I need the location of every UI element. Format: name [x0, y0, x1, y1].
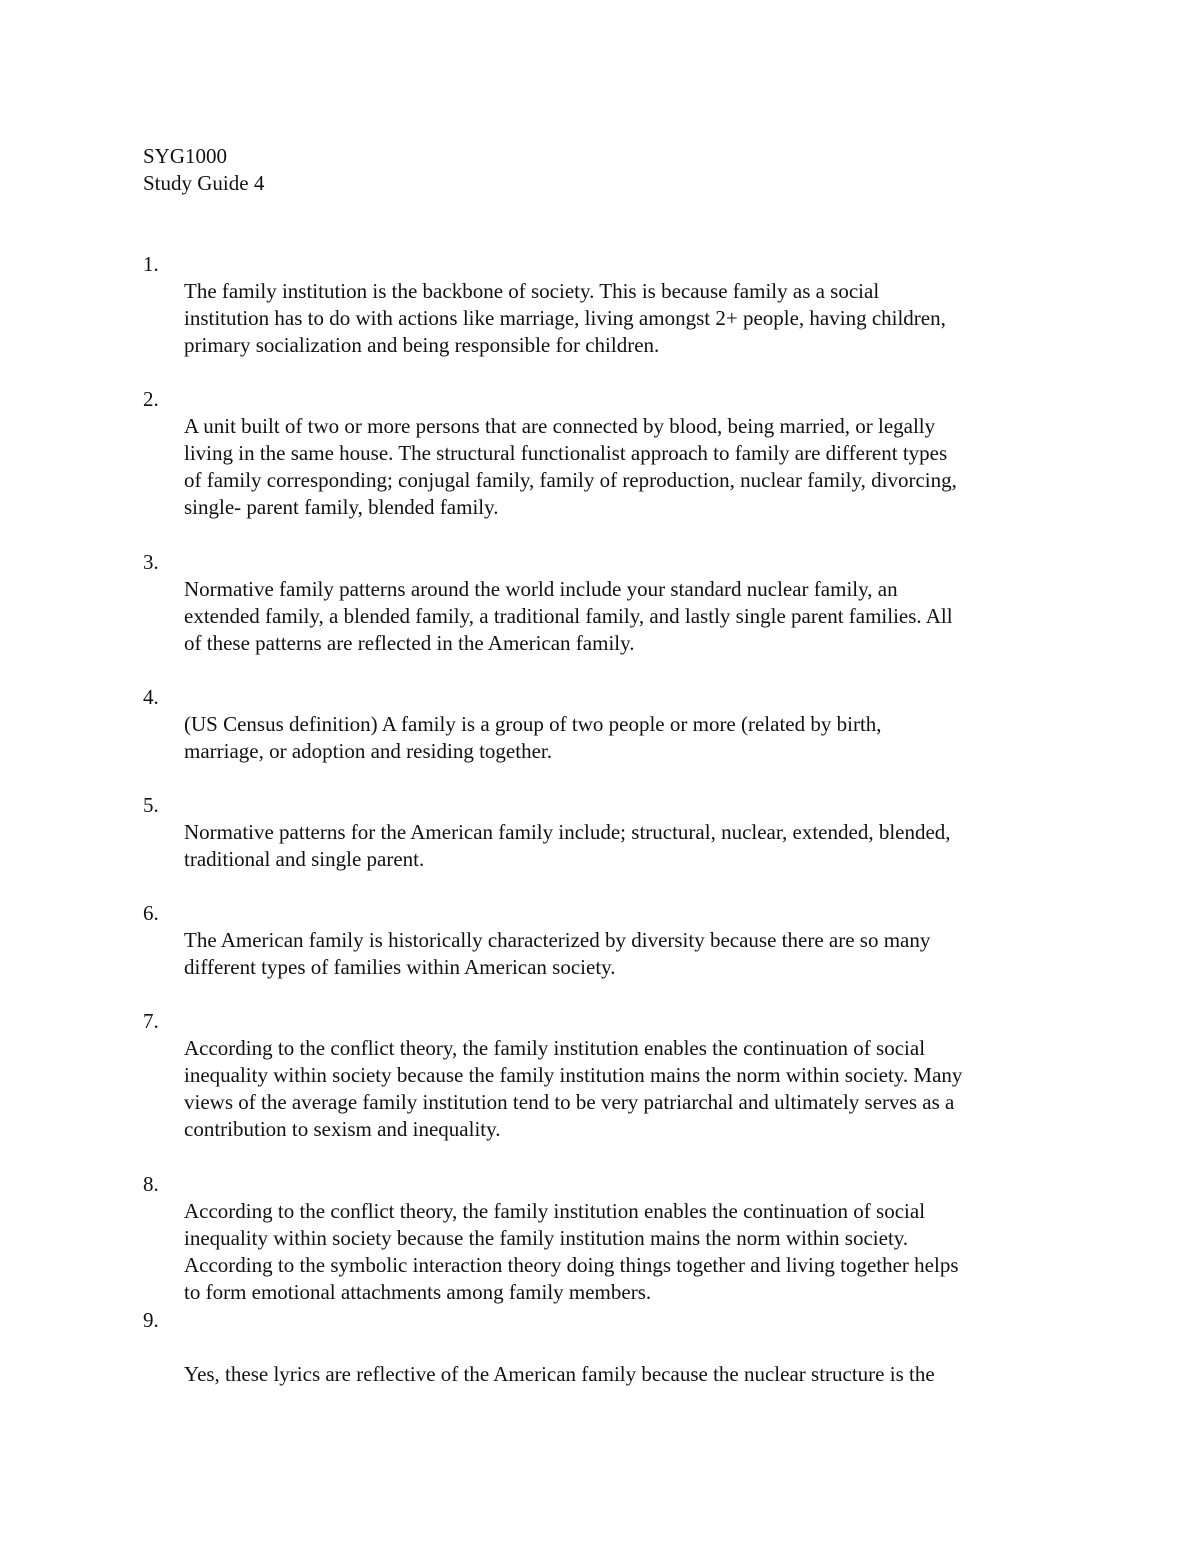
answer-line: different types of families within American society.: [184, 955, 616, 979]
question-number-8: 8.: [143, 1172, 159, 1196]
question-number-9: 9.: [143, 1308, 159, 1332]
answer-line: single- parent family, blended family.: [184, 495, 499, 519]
answer-line: inequality within society because the family institution mains the norm within society.: [184, 1226, 909, 1250]
answer-line: A unit built of two or more persons that are connected by blood, being married, or legally: [184, 414, 936, 438]
question-number-2: 2.: [143, 387, 159, 411]
answer-8: [184, 1198, 1064, 1306]
question-number-5: 5.: [143, 793, 159, 817]
answer-line: Normative patterns for the American family include; structural, nuclear, extended, blended,: [184, 820, 951, 844]
question-number-1: 1.: [143, 252, 159, 276]
answer-line: of these patterns are reflected in the American family.: [184, 631, 635, 655]
answer-6: [184, 927, 1064, 981]
answer-line: inequality within society because the family institution mains the norm within society. Many: [184, 1063, 963, 1087]
answer-line: traditional and single parent.: [184, 847, 425, 871]
document-title: Study Guide 4: [143, 171, 265, 195]
answer-line: extended family, a blended family, a traditional family, and lastly single parent families. All: [184, 604, 953, 628]
answer-2: [184, 413, 1064, 521]
answer-line: According to the conflict theory, the family institution enables the continuation of social: [184, 1036, 926, 1060]
answer-9: [184, 1361, 1064, 1388]
answer-4: [184, 711, 1064, 765]
question-number-7: 7.: [143, 1009, 159, 1033]
answer-line: (US Census definition) A family is a group of two people or more (related by birth,: [184, 712, 882, 736]
answer-line: views of the average family institution tend to be very patriarchal and ultimately serves as a: [184, 1090, 955, 1114]
answer-line: The American family is historically characterized by diversity because there are so many: [184, 928, 931, 952]
answer-line: The family institution is the backbone of society. This is because family as a social: [184, 279, 880, 303]
answer-line: living in the same house. The structural functionalist approach to family are different types: [184, 441, 948, 465]
answer-7: [184, 1035, 1064, 1143]
question-number-3: 3.: [143, 550, 159, 574]
answer-1: [184, 278, 1064, 359]
answer-line: contribution to sexism and inequality.: [184, 1117, 501, 1141]
answer-line: According to the symbolic interaction theory doing things together and living together helps: [184, 1253, 959, 1277]
answer-line: of family corresponding; conjugal family, family of reproduction, nuclear family, divorcing,: [184, 468, 957, 492]
course-code: SYG1000: [143, 144, 228, 168]
question-number-6: 6.: [143, 901, 159, 925]
answer-line: Normative family patterns around the world include your standard nuclear family, an: [184, 577, 898, 601]
question-number-4: 4.: [143, 685, 159, 709]
answer-line: to form emotional attachments among family members.: [184, 1280, 652, 1304]
answer-line: institution has to do with actions like marriage, living amongst 2+ people, having children,: [184, 306, 946, 330]
document-header: [143, 143, 264, 197]
answer-line: marriage, or adoption and residing together.: [184, 739, 552, 763]
answer-line: According to the conflict theory, the family institution enables the continuation of social: [184, 1199, 926, 1223]
answer-line: primary socialization and being responsible for children.: [184, 333, 660, 357]
answer-line: Yes, these lyrics are reflective of the American family because the nuclear structure is the: [184, 1362, 935, 1386]
answer-3: [184, 576, 1064, 657]
answer-5: [184, 819, 1064, 873]
